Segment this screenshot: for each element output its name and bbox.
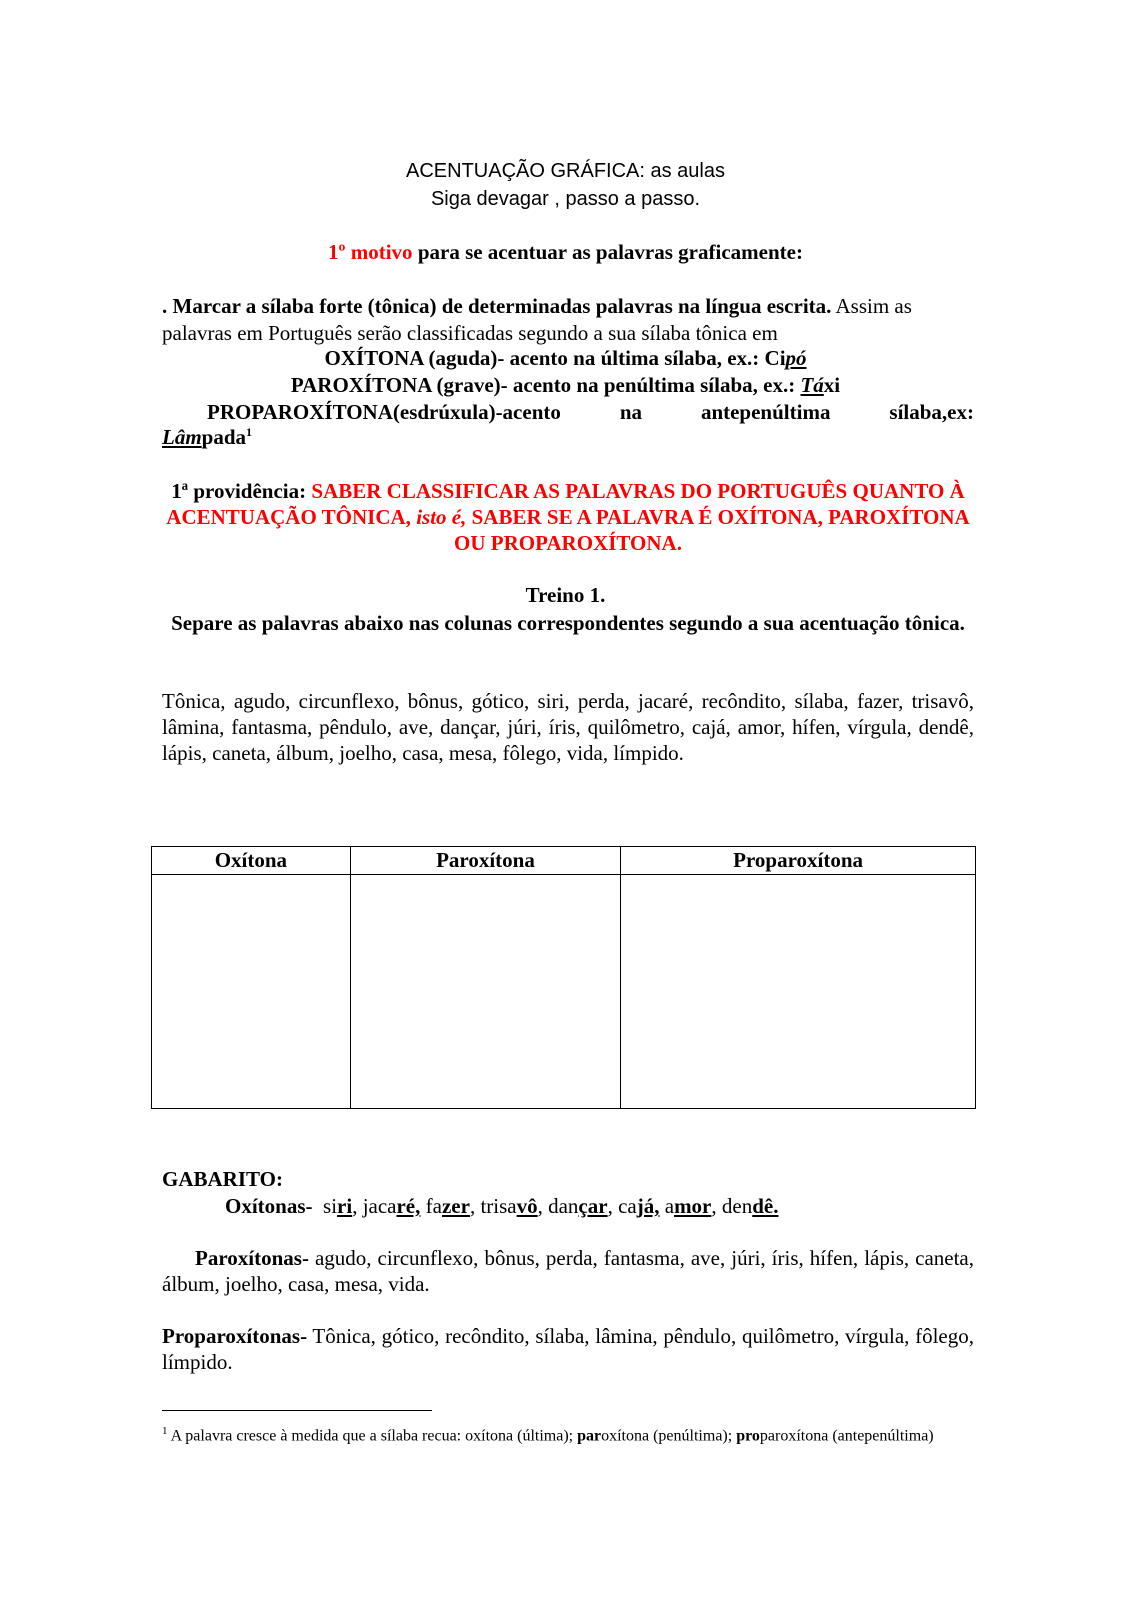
footnote-pro-bold: pro <box>736 1427 760 1445</box>
oxitona-example-stress: pó <box>785 346 807 370</box>
paroxitona-text: PAROXÍTONA (grave)- acento na penúltima sílaba, ex.: <box>290 373 801 397</box>
prop-word: antepenúltima <box>700 400 831 424</box>
gabarito-paroxitonas-words: agudo, circunflexo, bônus, perda, fantasma, ave, júri, íris, hífen, lápis, caneta, álbum, joelho, casa, mesa, vida. <box>162 1246 974 1296</box>
oxitona-answer-word: amor, <box>664 1194 717 1218</box>
intro-paragraph <box>162 293 974 347</box>
oxitona-text: OXÍTONA (aguda)- acento na última sílaba, ex.: Ci <box>324 346 786 370</box>
footnote-text-2: oxítona (penúltima); <box>601 1427 737 1445</box>
gabarito-proparoxitonas-label: Proparoxítonas- <box>162 1324 308 1348</box>
paroxitona-definition <box>0 373 1131 398</box>
providencia-block <box>162 478 974 556</box>
gabarito-paroxitonas <box>162 1245 974 1297</box>
stressed-syllable: zer <box>441 1194 470 1218</box>
oxitona-answer-word: trisavô, <box>480 1194 543 1218</box>
footnote-par-bold: par <box>577 1427 602 1445</box>
prop-example-rest: pada <box>201 425 247 449</box>
oxitona-answer-word: cajá, <box>618 1194 660 1218</box>
answer-cell-proparoxitona[interactable] <box>621 875 976 1109</box>
stressed-syllable: já, <box>636 1194 660 1218</box>
treino-title: Treino 1. <box>525 583 606 607</box>
paroxitona-example-stress: Tá <box>800 373 824 397</box>
footnote <box>162 1420 974 1447</box>
gabarito-oxitonas <box>225 1194 778 1219</box>
providencia-label: 1ª providência: <box>171 479 312 503</box>
prop-word: sílaba,ex: <box>889 400 974 424</box>
stressed-syllable: vô <box>516 1194 538 1218</box>
document-title: ACENTUAÇÃO GRÁFICA: as aulas <box>406 160 725 182</box>
column-header-oxitona: Oxítona <box>152 847 351 875</box>
word-list: Tônica, agudo, circunflexo, bônus, gótico, siri, perda, jacaré, recôndito, sílaba, fazer, trisavô, lâmina, fantasma, pêndulo, ave, dançar, júri, íris, quilômetro, cajá, amor, hífen, vírgula, dendê, lápis, caneta, álbum, joelho, casa, mesa, fôlego, vida, límpido. <box>162 689 974 765</box>
answer-cell-paroxitona[interactable] <box>350 875 620 1109</box>
column-header-proparoxitona: Proparoxítona <box>621 847 976 875</box>
gabarito-oxitonas-words <box>323 1194 778 1218</box>
paroxitona-example-rest: xi <box>823 373 841 397</box>
gabarito-proparoxitonas-words: Tônica, gótico, recôndito, sílaba, lâmina, pêndulo, quilômetro, vírgula, fôlego, límpido. <box>162 1324 974 1374</box>
stressed-syllable: çar <box>578 1194 608 1218</box>
footnote-ref: 1 <box>246 425 253 439</box>
footnote-mark: 1 <box>162 1425 168 1437</box>
providencia-italic: isto é, <box>416 505 467 529</box>
stressed-syllable: ri <box>337 1194 353 1218</box>
proparoxitona-example <box>162 425 252 450</box>
prop-word: na <box>619 400 642 424</box>
prop-word: PROPAROXÍTONA(esdrúxula)-acento <box>207 400 561 424</box>
providencia-red-2: SABER SE A PALAVRA É OXÍTONA, PAROXÍTONA OU PROPAROXÍTONA. <box>454 505 970 555</box>
proparoxitona-definition <box>207 400 974 425</box>
stressed-syllable: dê. <box>752 1194 779 1218</box>
motivo-heading <box>0 240 1131 265</box>
oxitona-answer-word: siri, <box>323 1194 358 1218</box>
gabarito-oxitonas-label: Oxítonas- <box>225 1194 313 1218</box>
footnote-separator <box>162 1410 432 1411</box>
treino-instruction: Separe as palavras abaixo nas colunas correspondentes segundo a sua acentuação tônica. <box>171 611 965 635</box>
oxitona-answer-word: dançar, <box>548 1194 613 1218</box>
prop-example-stress: Lâm <box>162 425 202 449</box>
motivo-label: 1º motivo <box>328 240 413 264</box>
providencia-red-1: SABER CLASSIFICAR AS PALAVRAS DO PORTUGUÊS QUANTO À ACENTUAÇÃO TÔNICA, <box>166 479 965 529</box>
oxitona-answer-word: fazer, <box>425 1194 476 1218</box>
document-subtitle: Siga devagar , passo a passo. <box>430 188 701 210</box>
stressed-syllable: ré, <box>396 1194 421 1218</box>
classification-table <box>151 846 976 1109</box>
oxitona-answer-word: dendê. <box>721 1194 779 1218</box>
column-header-paroxitona: Paroxítona <box>350 847 620 875</box>
oxitona-answer-word: jacaré, <box>362 1194 421 1218</box>
motivo-text: para se acentuar as palavras graficamente: <box>412 240 803 264</box>
gabarito-proparoxitonas <box>162 1323 974 1375</box>
intro-bold-text: . Marcar a sílaba forte (tônica) de determinadas palavras na língua escrita. <box>162 294 832 318</box>
oxitona-definition <box>0 346 1131 371</box>
gabarito-title: GABARITO: <box>162 1167 283 1191</box>
stressed-syllable: mor <box>674 1194 712 1218</box>
intro-normal-text: Assim as palavras em Português serão classificadas segundo a sua sílaba tônica em <box>162 294 912 345</box>
footnote-text-1: A palavra cresce à medida que a sílaba recua: oxítona (última); <box>167 1427 578 1445</box>
answer-cell-oxitona[interactable] <box>152 875 351 1109</box>
footnote-text-3: paroxítona (antepenúltima) <box>759 1427 934 1445</box>
gabarito-paroxitonas-label: Paroxítonas- <box>195 1246 309 1270</box>
